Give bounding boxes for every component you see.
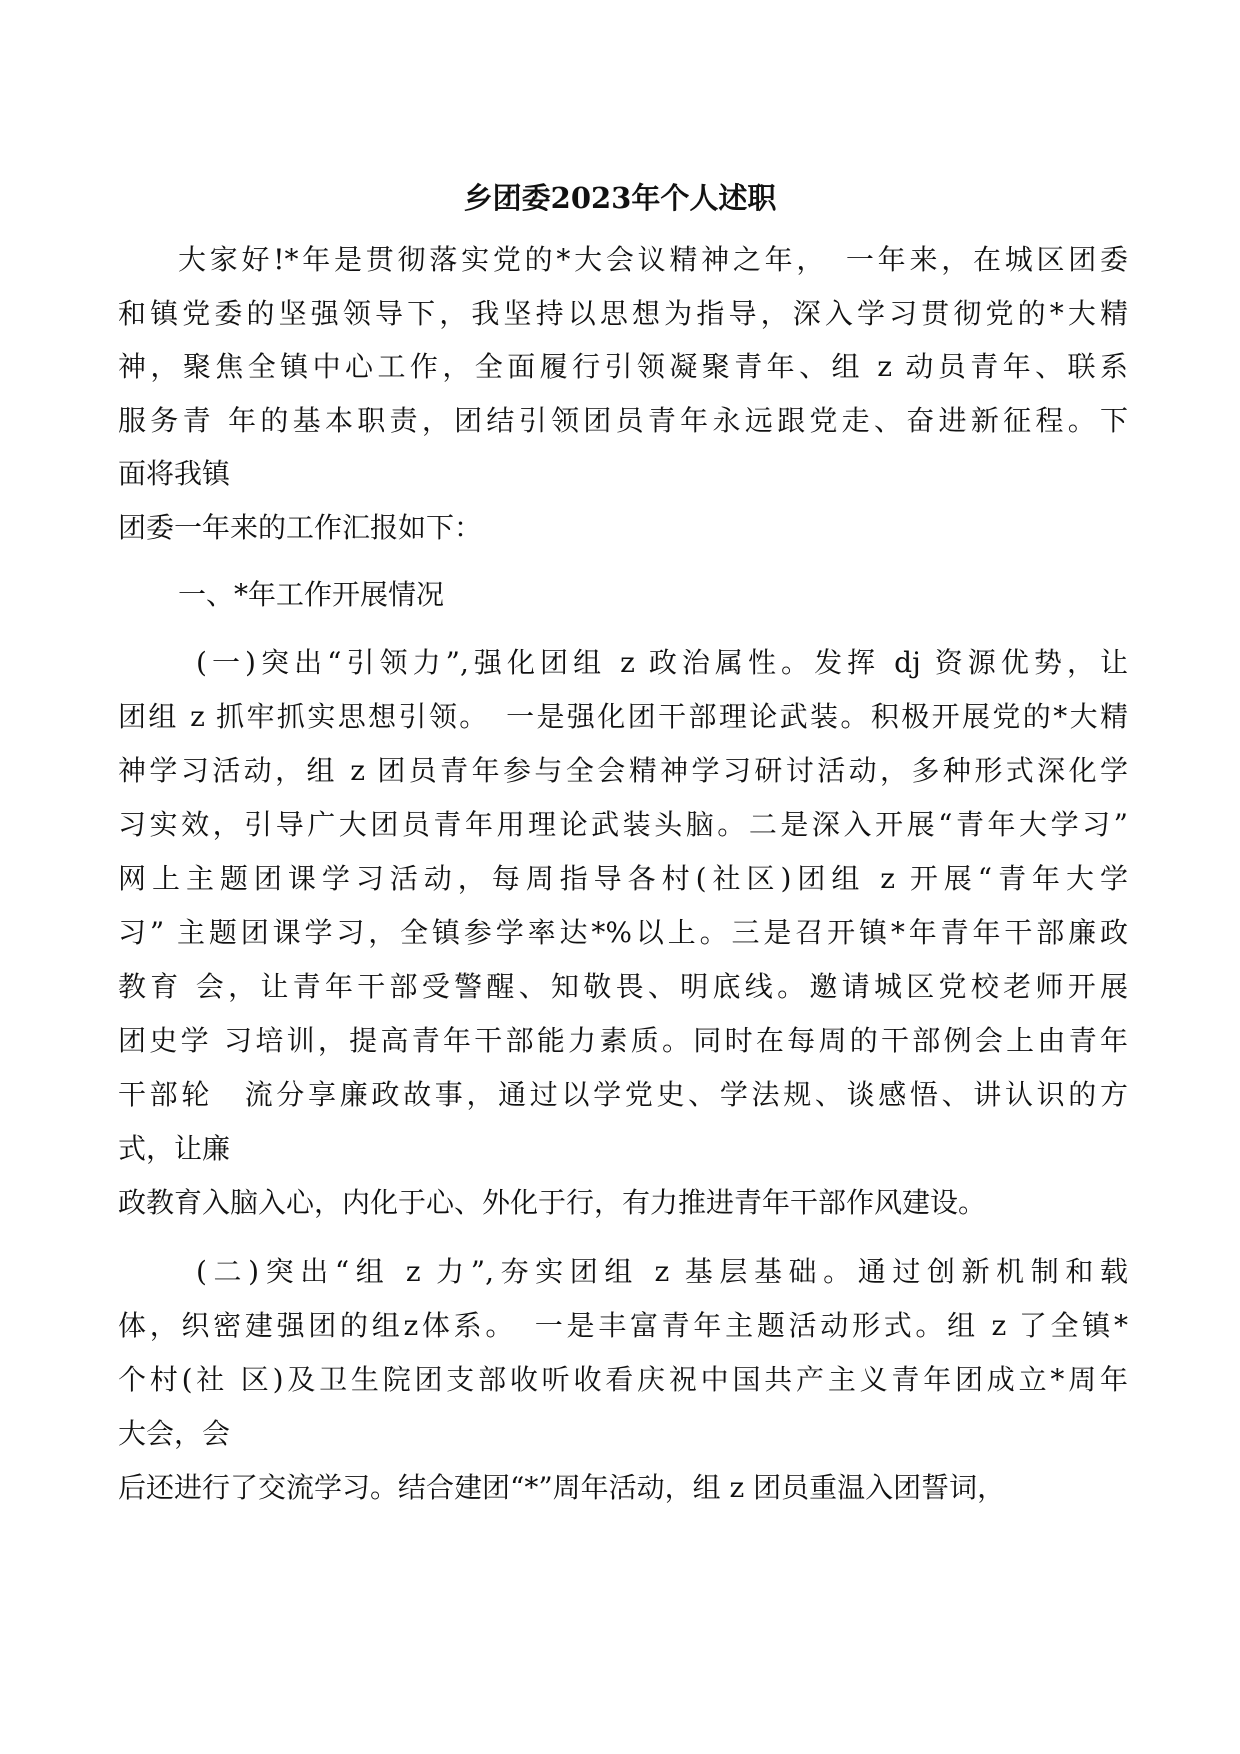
paragraph-line: (二)突出“组 z 力”,夯实团组 z 基层基础。通过创新机制和载 [196,1255,1128,1288]
paragraph-line: 个村(社 区)及卫生院团支部收听收看庆祝中国共产主义青年团成立*周年 [118,1363,1128,1396]
paragraph-line: 网上主题团课学习活动，每周指导各村(社区)团组 z 开展“青年大学 [118,862,1128,895]
paragraph-line: 习” 主题团课学习，全镇参学率达*%以上。三是召开镇*年青年干部廉政 [118,916,1128,949]
paragraph-line: 政教育入脑入心，内化于心、外化于行，有力推进青年干部作风建设。 [118,1186,987,1219]
paragraph-line: 习实效，引导广大团员青年用理论武装头脑。二是深入开展“青年大学习” [118,808,1128,841]
paragraph-line: 教育 会，让青年干部受警醒、知敬畏、明底线。邀请城区党校老师开展 [118,970,1128,1003]
paragraph-line: 式，让廉 [118,1132,231,1165]
paragraph-line: 服务青 年的基本职责，团结引领团员青年永远跟党走、奋进新征程。下 [118,404,1128,437]
paragraph-line: 大家好!*年是贯彻落实党的*大会议精神之年， 一年来，在城区团委 [178,243,1128,276]
paragraph-line: 后还进行了交流学习。结合建团“*”周年活动，组 z 团员重温入团誓词， [118,1471,1006,1504]
paragraph-line: 大会，会 [118,1417,231,1450]
paragraph-line: 团委一年来的工作汇报如下： [118,511,483,544]
paragraph-line: 神学习活动，组 z 团员青年参与全会精神学习研讨活动，多种形式深化学 [118,754,1128,787]
paragraph-line: 干部轮 流分享廉政故事，通过以学党史、学法规、谈感悟、讲认识的方 [118,1078,1128,1111]
paragraph-line: 和镇党委的坚强领导下，我坚持以思想为指导，深入学习贯彻党的*大精 [118,297,1128,330]
paragraph-line: 面将我镇 [118,457,231,490]
paragraph-line: 体，织密建强团的组z体系。 一是丰富青年主题活动形式。组 z 了全镇* [118,1309,1128,1342]
paragraph-line: (一)突出“引领力”,强化团组 z 政治属性。发挥 dj 资源优势，让 [196,646,1128,679]
document-title: 乡团委2023年个人述职 [463,181,777,215]
paragraph-line: 神，聚焦全镇中心工作，全面履行引领凝聚青年、组 z 动员青年、联系 [118,350,1128,383]
section-heading: 一、*年工作开展情况 [178,578,445,611]
paragraph-line: 团组 z 抓牢抓实思想引领。 一是强化团干部理论武装。积极开展党的*大精 [118,700,1128,733]
paragraph-line: 团史学 习培训，提高青年干部能力素质。同时在每周的干部例会上由青年 [118,1024,1128,1057]
